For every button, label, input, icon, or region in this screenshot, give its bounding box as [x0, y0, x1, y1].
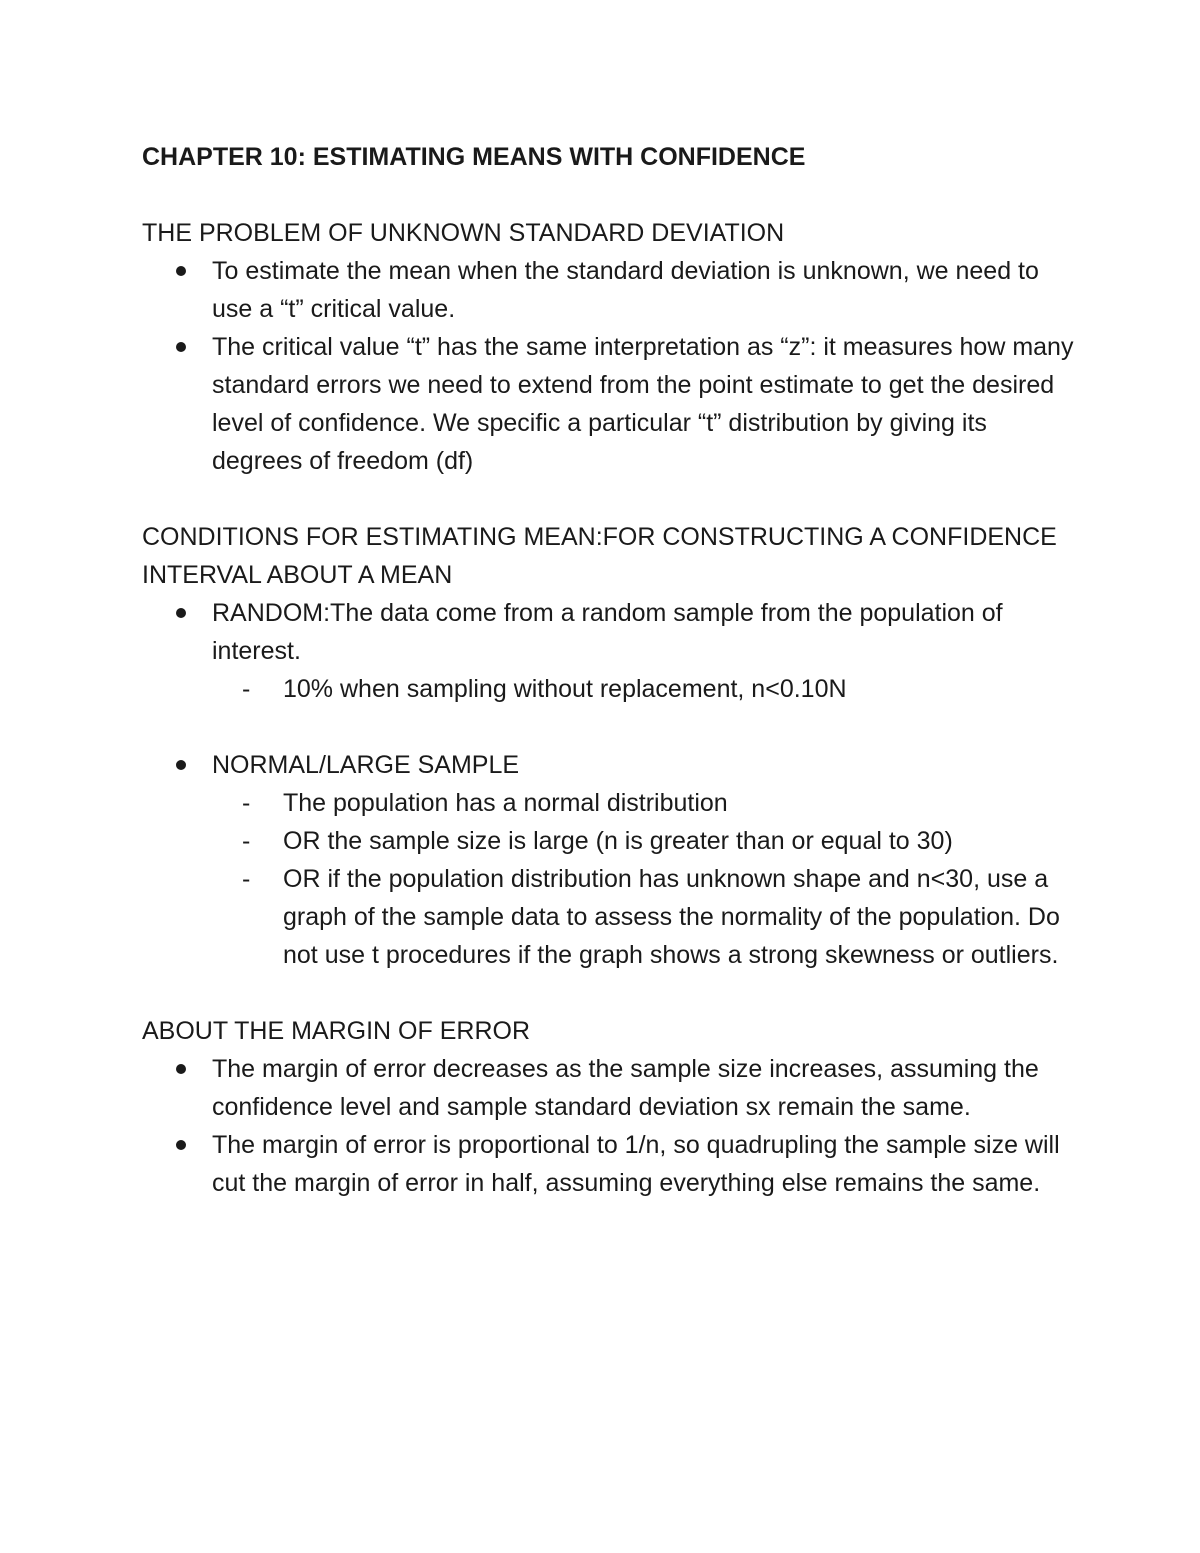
list-item: The critical value “t” has the same interpretation as “z”: it measures how many standard errors we need to extend from the point estimate to get the desired level of confidence. We specific a particular “t” distribution by giving its degrees of freedom (df) — [142, 328, 1082, 480]
bullet-list-conditions — [142, 594, 1082, 974]
sub-list — [212, 670, 1082, 708]
list-item: The margin of error decreases as the sample size increases, assuming the confidence level and sample standard deviation sx remain the same. — [142, 1050, 1082, 1126]
list-item-text: RANDOM:The data come from a random sample from the population of interest. — [212, 599, 1003, 665]
section-heading-margin-of-error: ABOUT THE MARGIN OF ERROR — [142, 1017, 531, 1045]
list-item: To estimate the mean when the standard deviation is unknown, we need to use a “t” critical value. — [142, 252, 1082, 328]
sub-list-item: - OR the sample size is large (n is greater than or equal to 30) — [142, 822, 1082, 860]
list-item-text: NORMAL/LARGE SAMPLE — [212, 751, 520, 779]
sub-list — [212, 784, 1082, 974]
bullet-list-margin-of-error — [142, 1050, 1082, 1202]
list-item: The margin of error is proportional to 1/n, so quadrupling the sample size will cut the margin of error in half, assuming everything else remains the same. — [142, 1126, 1082, 1202]
section-heading-unknown-sd: THE PROBLEM OF UNKNOWN STANDARD DEVIATION — [142, 219, 785, 247]
list-item — [142, 746, 1082, 974]
section-heading-conditions: CONDITIONS FOR ESTIMATING MEAN:FOR CONSTRUCTING A CONFIDENCE INTERVAL ABOUT A MEAN — [142, 523, 1057, 589]
sub-list-item: - OR if the population distribution has unknown shape and n<30, use a graph of the sample data to assess the normality of the population. Do not use t procedures if the graph shows a strong skewness or outliers. — [142, 860, 1082, 974]
bullet-list-unknown-sd — [142, 252, 1082, 480]
sub-list-item: - 10% when sampling without replacement, n<0.10N — [142, 670, 1082, 708]
document-title: CHAPTER 10: ESTIMATING MEANS WITH CONFIDENCE — [142, 143, 806, 171]
sub-list-item: - The population has a normal distribution — [142, 784, 1082, 822]
list-item — [142, 594, 1082, 746]
document-page — [142, 138, 1082, 1202]
